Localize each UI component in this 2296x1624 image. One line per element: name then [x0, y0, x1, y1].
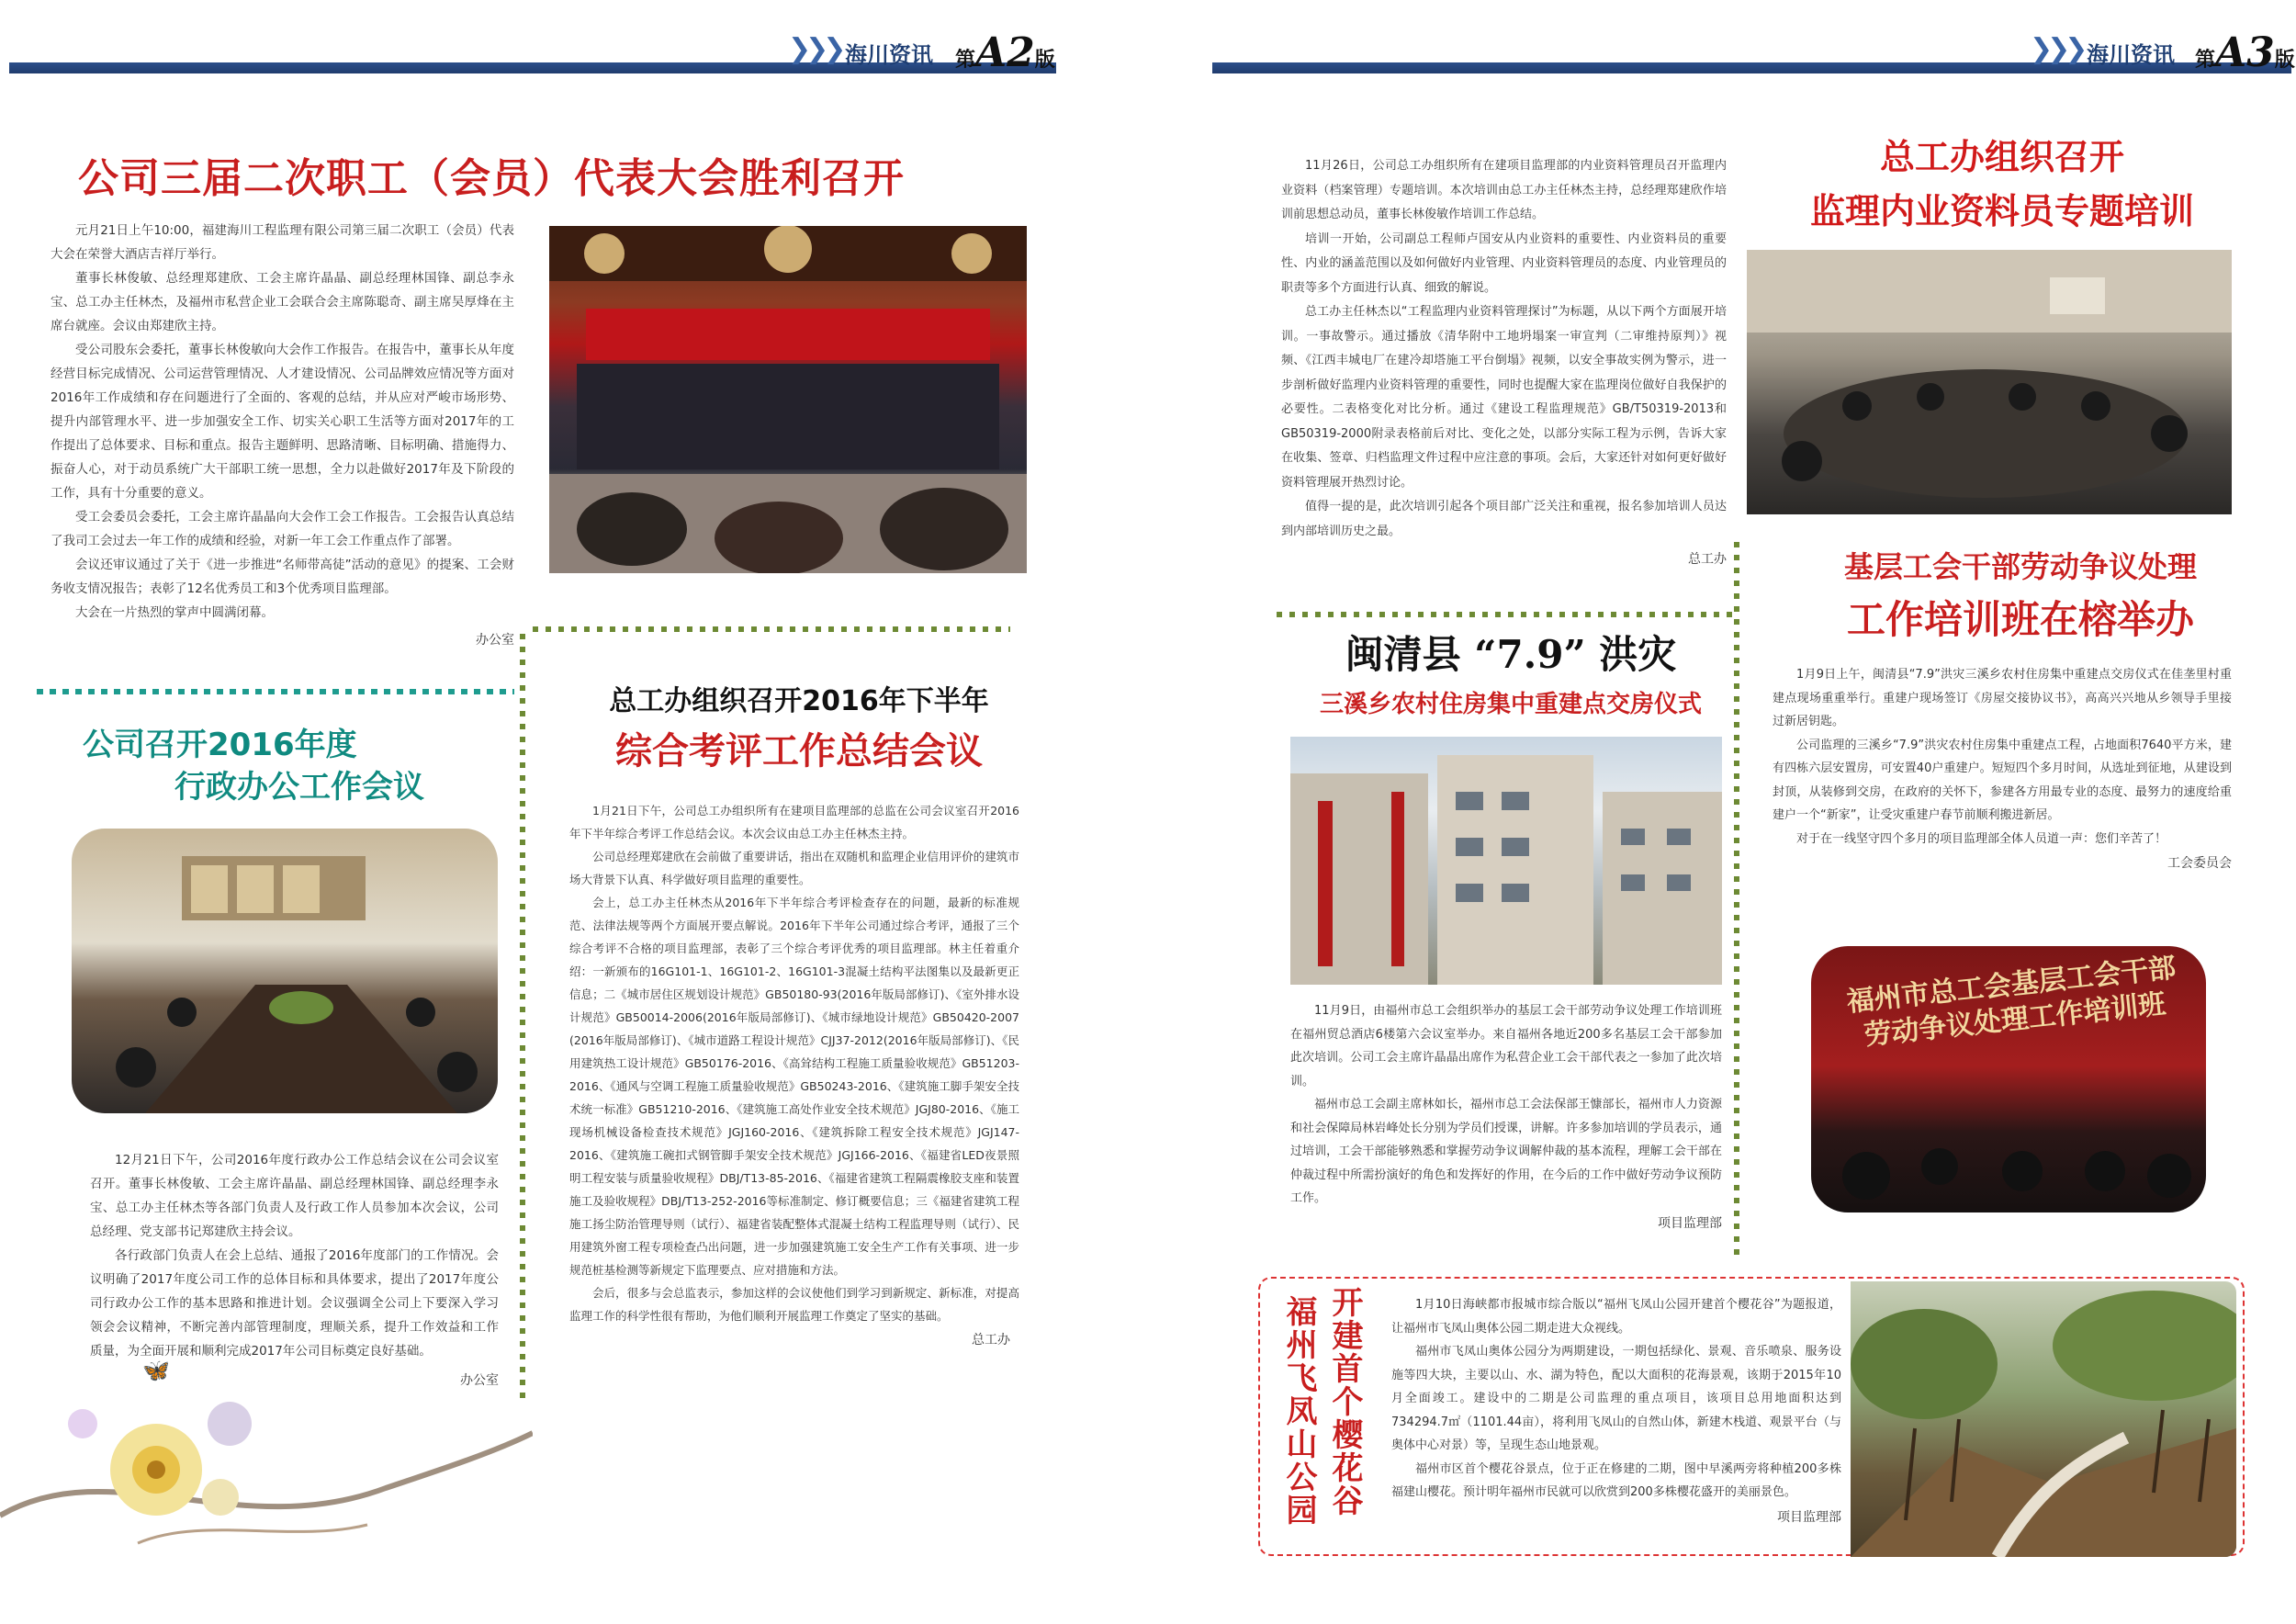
- paragraph: 元月21日上午10:00，福建海川工程监理有限公司第三届二次职工（会员）代表大会在荣誉大酒店吉祥厅举行。: [51, 223, 514, 262]
- edition-prefix: 第: [2195, 48, 2216, 72]
- article5-photo: [1811, 946, 2206, 1212]
- article5-title: [1773, 544, 2268, 645]
- header-brand: 海川资讯: [2087, 42, 2175, 68]
- vine-divider: [1277, 612, 1736, 617]
- paragraph: 福州市区首个樱花谷景点，位于正在修建的二期，图中早溪两旁将种植200多株福建山樱花。预计明年福州市民就可以欣赏到200多株樱花盛开的美丽景色。: [1391, 1461, 1841, 1499]
- article1-signature: 办公室: [476, 633, 514, 648]
- paragraph: 值得一提的是，此次培训引起各个项目部广泛关注和重视，报名参加培训人员达到内部培训历史之最。: [1281, 500, 1727, 538]
- article6-title-line1: 闽清县 “7.9” 洪灾: [1345, 632, 1677, 677]
- article6-title-line2: 三溪乡农村住房集中重建点交房仪式: [1319, 691, 1702, 718]
- paragraph: 大会在一片热烈的掌声中圆满闭幕。: [75, 605, 274, 620]
- edition-suffix: 版: [2274, 48, 2295, 72]
- edition-label: [2195, 29, 2295, 76]
- teal-divider: [37, 689, 514, 694]
- article4-title-line2: 监理内业资料员专题培训: [1809, 191, 2194, 231]
- article4-title-line1: 总工办组织召开: [1879, 137, 2124, 177]
- article7-photo: [1851, 1281, 2236, 1557]
- article4-title: [1745, 129, 2259, 233]
- flower-icon: [110, 1424, 202, 1516]
- article2-title: [83, 724, 424, 808]
- article7-title: [1277, 1286, 1378, 1534]
- article5-signature: 项目监理部: [1658, 1215, 1722, 1231]
- vine-divider: [520, 634, 525, 1405]
- paragraph: 12月21日下午，公司2016年度行政办公工作总结会议在公司会议室召开。董事长林俊敏、工会主席许晶晶、副总经理林国锋、副总经理李永宝、总工办主任林杰等各部门负责人及行政工作人员参加本次会议，公司总经理、党支部书记郑建欣主持会议。: [90, 1153, 499, 1239]
- article4-body: [1281, 154, 1727, 572]
- training-photo-svg: [1747, 250, 2232, 514]
- paragraph: 受公司股东会委托，董事长林俊敏向大会作工作报告。在报告中，董事长从年度经营目标完成情况、公司运营管理情况、人才建设情况、公司品牌效应情况等方面对2016年工作成绩和存在问题进行了全面的、客观的总结，并从应对严峻市场形势、提升内部管理水平、进一步加强安全工作、切实关心职工生活等方面对2017年的工作提出了总体要求、目标和重点。报告主题鲜明、思路清晰、目标明确、措施得力、振奋人心，对于动员系统广大干部职工统一思想，全力以赴做好2017年及下阶段的工作，具有十分重要的意义。: [51, 343, 514, 501]
- page-a2: [0, 0, 1093, 1624]
- article1-title: 公司三届二次职工（会员）代表大会胜利召开: [78, 155, 905, 202]
- article5-body: [1290, 999, 1722, 1235]
- article3-title: [579, 678, 1019, 774]
- page-header-a2: [0, 29, 1093, 76]
- paragraph: 培训一开始，公司副总工程师卢国安从内业资料的重要性、内业资料员的重要性、内业的涵盖范围以及如何做好内业管理、内业资料管理员的态度、内业管理员的职责等多个方面进行认真、细致的解说。: [1281, 231, 1727, 295]
- edition-label: [955, 29, 1055, 76]
- paragraph: 11月9日，由福州市总工会组织举办的基层工会干部劳动争议处理工作培训班在福州贸总酒店6楼第六会议室举办。来自福州各地近200多名基层工会干部参加此次培训。公司工会主席许晶晶出席作为私营企业工会干部代表之一参加了此次培训。: [1290, 1004, 1722, 1088]
- article7-body: [1391, 1293, 1841, 1529]
- article6-photo: [1290, 737, 1722, 985]
- audience-svg: [1811, 946, 2206, 1212]
- edition-code: A2: [975, 29, 1035, 76]
- paragraph: 会后，很多与会总监表示，参加这样的会议使他们到学习到新规定、新标准，对提高监理工作的科学性很有帮助，为他们顺利开展监理工作奠定了坚实的基础。: [569, 1286, 1019, 1323]
- paragraph: 福州市总工会副主席林如长，福州市总工会法保部王慷部长，福州市人力资源和社会保障局林岩峰处长分别为学员们授课，讲解。许多参加培训的学员表示，通过培训，工会干部能够熟悉和掌握劳动争议调解仲裁的基本流程，理解工会干部在仲裁过程中所需扮演好的角色和发挥好的作用，在今后的工作中做好劳动争议预防工作。: [1290, 1098, 1722, 1205]
- paragraph: 1月10日海峡都市报城市综合版以“福州飞凤山公园开建首个樱花谷”为题报道，让福州市飞凤山奥体公园二期走进大众视线。: [1391, 1298, 1841, 1336]
- svg-text:🦋: 🦋: [142, 1358, 170, 1383]
- article7-signature: 项目监理部: [1777, 1509, 1841, 1525]
- article7-title-col1: 福州飞凤山公园: [1280, 1295, 1317, 1527]
- paragraph: 会议还审议通过了关于《进一步推进“名师带高徒”活动的意见》的提案、工会财务收支情况报告；表彰了12名优秀员工和3个优秀项目监理部。: [51, 558, 514, 596]
- article2-signature: 办公室: [460, 1373, 499, 1388]
- article4-signature: 总工办: [1688, 552, 1727, 567]
- vine-divider: [533, 626, 1010, 632]
- edition-suffix: 版: [1034, 48, 1055, 72]
- training-banner-text: 福州市总工会基层工会干部劳动争议处理工作培训班: [1845, 952, 2178, 1053]
- edition-code: A3: [2215, 29, 2275, 76]
- paragraph: 福州市飞凤山奥体公园分为两期建设，一期包括绿化、景观、音乐喷泉、服务设施等四大块，主要以山、水、湖为特色，配以大面积的花海景观，该期于2015年10月全面竣工。建设中的二期是公司监理的重点项目，该项目总用地面积达到734294.7㎡（1101.44亩），将利用飞凤山的自然山体，新建木栈道、观景平台（与奥体中心对景）等，呈现生态山地景观。: [1391, 1345, 1841, 1452]
- paragraph: 对于在一线坚守四个多月的项目监理部全体人员道一声：您们辛苦了！: [1796, 831, 2167, 846]
- article3-title-line2: 综合考评工作总结会议: [615, 730, 983, 773]
- paragraph: 总工办主任林杰以“工程监理内业资料管理探讨”为标题，从以下两个方面展开培训。一事故警示。通过播放《清华附中工地坍塌案一审宣判（二审维持原判）》视频、《江西丰城电厂在建冷却塔施工平台倒塌》视频，以安全事故实例为警示，进一步剖析做好监理内业资料管理的重要性，同时也提醒大家在监理岗位做好自我保护的必要性。二表格变化对比分析。通过《建设工程监理规范》GB/T50319-2013和GB50319-2000附录表格前后对比、变化之处，以部分实际工程为示例，告诉大家在收集、签章、归档监理文件过程中应注意的事项。会后，大家还针对如何更好做好资料管理展开热烈讨论。: [1281, 305, 1727, 490]
- meeting-photo-svg: [549, 226, 1027, 573]
- paragraph: 1月9日上午，闽清县“7.9”洪灾三溪乡农村住房集中重建点交房仪式在佳垄里村重建点现场重重举行。重建户现场签订《房屋交接协议书》，高高兴兴地从乡领导手里接过新居钥匙。: [1773, 668, 2232, 728]
- article2-title-line1: 公司召开2016年度: [83, 727, 357, 763]
- flower-decoration: [0, 1314, 533, 1552]
- housing-photo-svg: [1290, 737, 1722, 985]
- paragraph: 11月26日，公司总工办组织所有在建项目监理部的内业资料管理员召开监理内业资料（档案管理）专题培训。本次培训由总工办主任林杰主持，总经理郑建欣作培训前思想总动员，董事长林俊敏作培训工作总结。: [1281, 159, 1727, 221]
- article3-body: [569, 799, 1019, 1352]
- article6-signature: 工会委员会: [2167, 856, 2232, 871]
- office-meeting-svg: [72, 829, 498, 1113]
- article1-photo: [549, 226, 1027, 573]
- paragraph: 1月21日下午，公司总工办组织所有在建项目监理部的总监在公司会议室召开2016年下半年综合考评工作总结会议。本次会议由总工办主任林杰主持。: [569, 804, 1019, 840]
- page-a3: [1203, 0, 2296, 1624]
- paragraph: 公司监理的三溪乡“7.9”洪灾农村住房集中重建点工程，占地面积7640平方米，建有四栋六层安置房，可安置40户重建户。短短四个多月时间，从选址到征地，从建设到封顶，从装修到交房，在政府的关怀下，参建各方用最专业的态度、最努力的速度给重建户一个“新家”，让受灾重建户春节前顺利搬进新居。: [1773, 738, 2232, 822]
- paragraph: 董事长林俊敏、总经理郑建欣、工会主席许晶晶、副总经理林国锋、副总李永宝、总工办主任林杰，及福州市私营企业工会联合会主席陈聪奇、副主席吴厚烽在主席台就座。会议由郑建欣主持。: [51, 271, 514, 333]
- vine-divider: [1734, 542, 1739, 1258]
- article5-title-line2: 工作培训班在榕举办: [1846, 597, 2194, 642]
- article6-body: [1773, 663, 2232, 876]
- article7-title-col2: 开建首个樱花谷: [1326, 1286, 1363, 1517]
- article1-body: [51, 219, 514, 652]
- article6-title: [1290, 625, 1731, 719]
- article3-signature: 总工办: [972, 1333, 1010, 1348]
- article5-title-line1: 基层工会干部劳动争议处理: [1843, 549, 2197, 584]
- article4-photo: [1747, 250, 2232, 514]
- header-chevron-icon: ❯❯❯: [2030, 33, 2083, 65]
- article3-title-line1: 总工办组织召开2016年下半年: [609, 685, 989, 717]
- header-brand: 海川资讯: [845, 42, 933, 68]
- page-header-a3: [1203, 29, 2296, 76]
- article2-title-line2: 行政办公工作会议: [174, 769, 424, 806]
- cherry-valley-svg: [1851, 1281, 2236, 1557]
- header-chevron-icon: ❯❯❯: [788, 33, 841, 65]
- paragraph: 会上，总工办主任林杰从2016年下半年综合考评检查存在的问题，最新的标准规范、法律法规等两个方面展开要点解说。2016年下半年公司通过综合考评，通报了三个综合考评不合格的项目监理部，表彰了三个综合考评优秀的项目监理部。林主任着重介绍：一新颁布的16G101-1、16G101-2、16G101-3混凝土结构平法图集以及最新更正信息；二《城市居住区规划设计规范》GB50180-93(2016年版局部修订)、《室外排水设计规范》GB50014-2006(2016年版局部修订)、《城市绿地设计规范》GB50420-2007 (2016年版局部修订)、《城市道路工程设计规范》CJJ37-2012(2016年版局部修订)、《民用建筑热工设计规范》GB50176-2016、《高耸结构工程施工质量验收规范》GB51203-2016、《通风与空调工程施工质量验收规范》GB50243-2016、《建筑施工脚手架安全技术统一标准》GB51210-2016、《建筑施工高处作业安全技术规范》JGJ80-2016、《施工现场机械设备检查技术规范》JGJ160-2016、《建筑拆除工程安全技术规范》JGJ147-2016、《建筑施工碗扣式钢管脚手架安全技术规范》JGJ166-2016、《福建省LED夜景照明工程安装与质量验收规程》DBJ/T13-85-2016、《福建省建筑工程隔震橡胶支座和装置施工及验收规程》DBJ/T13-252-2016等标准制定、修订概要信息；三《福建省建筑工程施工扬尘防治管理导则（试行）、福建省装配整体式混凝土结构工程监理导则（试行）、民用建筑外窗工程专项检查凸出问题，进一步加强建筑施工安全生产工作有关事项、进一步规范桩基检测等新规定下监理要点、应对措施和方法。: [569, 896, 1019, 1277]
- edition-prefix: 第: [955, 48, 976, 72]
- paragraph: 各行政部门负责人在会上总结、通报了2016年度部门的工作情况。会议明确了2017年度公司工作的总体目标和具体要求，提出了2017年度公司行政办公工作的基本思路和推进计划。会议强调全公司上下要深入学习领会会议精神，不断完善内部管理制度，理顺关系，提升工作效益和工作质量，为全面开展和顺利完成2017年公司目标奠定良好基础。: [90, 1248, 499, 1359]
- article2-photo: [72, 829, 498, 1113]
- paragraph: 受工会委员会委托，工会主席许晶晶向大会作工会工作报告。工会报告认真总结了我司工会过去一年工作的成绩和经验，对新一年工会工作重点作了部署。: [51, 510, 514, 548]
- paragraph: 公司总经理郑建欣在会前做了重要讲话，指出在双随机和监理企业信用评价的建筑市场大背景下认真、科学做好项目监理的重要性。: [569, 850, 1019, 886]
